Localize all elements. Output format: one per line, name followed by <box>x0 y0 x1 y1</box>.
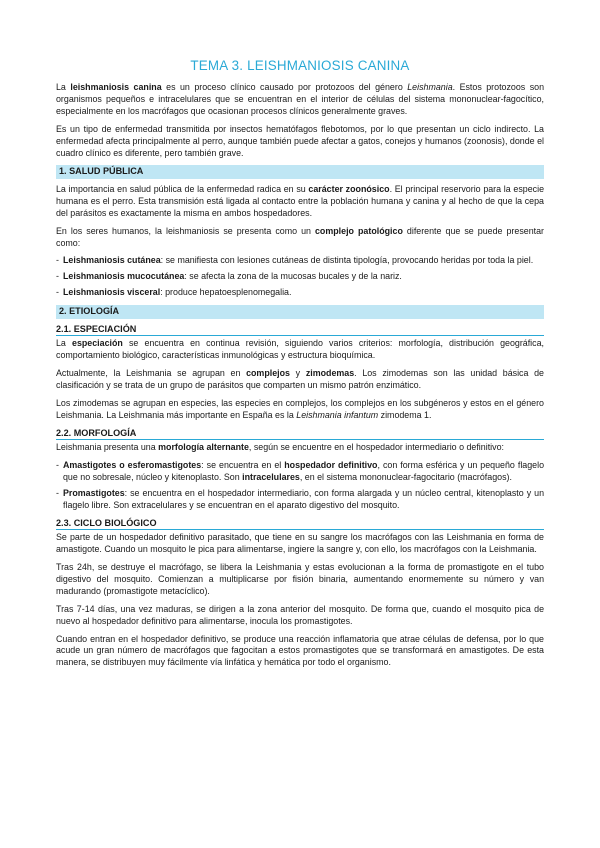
especiacion-paragraph-3: Los zimodemas se agrupan en especies, las especies en complejos, los complejos en los subgéneros y estos en el género Leishmania. La Leishmania más importante en España es la Leishmania infantum zimodema 1. <box>56 397 544 420</box>
subsection-heading-ciclo-biologico: 2.3. CICLO BIOLÓGICO <box>56 518 544 531</box>
intro-paragraph-1: La leishmaniosis canina es un proceso clínico causado por protozoos del género Leishmania. Estos protozoos son organismos pequeños e intracelulares que se encuentran en el interior de células del sistema mononuclear-fagocítico, especialmente en los macrófagos que ocasionan procesos clínicos generalmente graves. <box>56 82 545 116</box>
salud-publica-paragraph-1: La importancia en salud pública de la enfermedad radica en su carácter zoonósico. El principal reservorio para la especie humana es el perro. Esta transmisión está ligada al contacto entre la población humana y canina y al hecho de que la cepa del parásitos es exactamente la misma en ambos hospedadores. <box>56 183 545 218</box>
subsection-heading-morfologia: 2.2. MORFOLOGÍA <box>56 428 544 441</box>
morphology-forms-list <box>56 460 544 512</box>
morfologia-paragraph: Leishmania presenta una morfología alternante, según se encuentre en el hospedador intermediario o definitivo: <box>56 442 504 453</box>
ciclo-paragraph-3: Tras 7-14 días, una vez maduras, se dirigen a la zona anterior del mosquito. De forma que, cuando el mosquito pica de nuevo al hospedador definitivo para alimentarse, inocula los promastigotes. <box>56 603 544 626</box>
list-item: - Leishmaniosis mucocutánea: se afecta la zona de la mucosas bucales y de la nariz. <box>56 271 402 282</box>
list-item: - Amastigotes o esferomastigotes: se encuentra en el hospedador definitivo, con forma esférica y un pequeño flagelo que no sobresale, núcleo y kitenoplasto. Son intracelulares, en el sistema mononuclear-fagocitario (macrófagos). <box>56 460 545 482</box>
list-item: - Leishmaniosis visceral: produce hepatoesplenomegalia. <box>56 287 292 298</box>
especiacion-paragraph-1: La especiación se encuentra en continua revisión, siguiendo varios criterios: morfología, distribución geográfica, comportamiento biológico, características inmunológicas y estructura bioquímica. <box>56 338 544 361</box>
subsection-heading-especiacion: 2.1. ESPECIACIÓN <box>56 324 544 337</box>
leishmaniosis-types-list <box>56 255 544 299</box>
section-heading-salud-publica: 1. SALUD PÚBLICA <box>56 165 544 179</box>
ciclo-paragraph-1: Se parte de un hospedador definitivo parasitado, que tiene en su sangre los macrófagos con las Leishmania en forma de amastigote. Cuando un mosquito le pica para alimentarse, ingiere la sangre y, con ello, los macrófagos con la Leishmania. <box>56 532 544 555</box>
intro-paragraph-2: Es un tipo de enfermedad transmitida por insectos hematófagos flebotomos, por lo que presentan un ciclo indirecto. La enfermedad afecta principalmente al perro, aunque también puede afectar a gatos, conejos y humanos (zoonosis), donde el cuadro clínico es diferente, pero también grave. <box>56 123 544 158</box>
list-item: - Leishmaniosis cutánea: se manifiesta con lesiones cutáneas de distinta tipología, provocando heridas por toda la piel. <box>56 255 534 266</box>
document-page <box>56 58 544 675</box>
especiacion-paragraph-2: Actualmente, la Leishmania se agrupan en complejos y zimodemas. Los zimodemas son las unidad básica de clasificación y se trata de un grupo de parásitos que comparten un mismo patrón enzimático. <box>56 368 544 390</box>
page-title: TEMA 3. LEISHMANIOSIS CANINA <box>190 58 410 73</box>
ciclo-paragraph-2: Tras 24h, se destruye el macrófago, se libera la Leishmania y estas evolucionan a la forma de promastigote en el tubo digestivo del mosquito. Comienzan a multiplicarse por fisión binaria, aumentando enormemente su número y van madurando (promastigote metacíclico). <box>56 561 544 596</box>
section-heading-etiologia: 2. ETIOLOGÍA <box>56 305 544 319</box>
ciclo-paragraph-4: Cuando entran en el hospedador definitivo, se produce una reacción inflamatoria que atrae células de defensa, por lo que acude un gran número de macrófagos que fagocitan a estos promastigotes que se transformará en amastigotes. De esta manera, se distribuyen muy fácilmente vía linfática y hemática por todo el organismo. <box>56 633 544 668</box>
salud-publica-paragraph-2: En los seres humanos, la leishmaniosis se presenta como un complejo patológico diferente que se puede presentar como: <box>56 225 544 248</box>
list-item: - Promastigotes: se encuentra en el hospedador intermediario, con forma alargada y un núcleo central, kitenoplasto y un flagelo libre. Son extracelulares y se encuentran en el aparato digestivo del mosquito. <box>56 487 544 510</box>
